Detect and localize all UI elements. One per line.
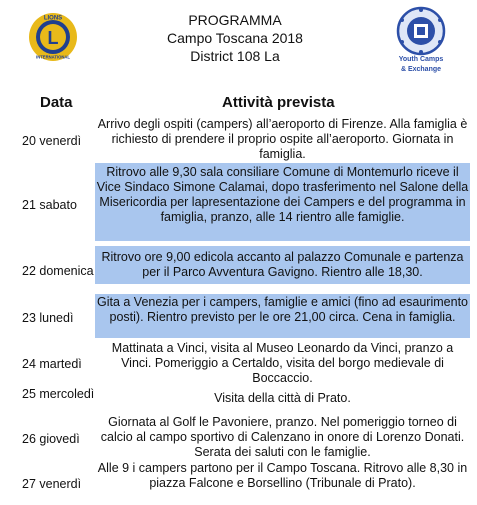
column-header-date: Data	[40, 94, 73, 111]
day-label: 24 martedì	[22, 357, 82, 371]
day-label: 25 mercoledì	[22, 387, 95, 401]
lions-top-text: LIONS	[43, 15, 63, 22]
activity-text: Gita a Venezia per i campers, famiglie e amici (fino ad esaurimento posti). Rientro previsto per le ore 21,00 circa. Cena in famiglia.	[96, 295, 468, 324]
youth-camps-caption-2: & Exchange	[400, 66, 442, 73]
lions-bottom-text: INTERNATIONAL	[36, 54, 70, 60]
column-header-activity: Attività prevista	[222, 94, 335, 111]
activity-text: Ritrovo ore 9,00 edicola accanto al palazzo Comunale e partenza per il Parco Avventura Gavigno. Rientro alle 18,30.	[101, 250, 464, 279]
day-label: 27 venerdì	[22, 477, 82, 491]
activity-text: Arrivo degli ospiti (campers) all’aeroporto di Firenze. Alla famiglia è richiesto di prendere il proprio ospite all’aeroporto. Giornata in famiglia.	[97, 117, 468, 161]
lions-emblem-icon	[28, 12, 78, 62]
program-district: District 108 La	[190, 48, 280, 64]
activity-text: Ritrovo alle 9,30 sala consiliare Comune di Montemurlo riceve il Vice Sindaco Simone Calamai, dopo trasferimento nel Salone della Misericordia per lapresentazione dei Campers e del programma in famiglia, pranzo, alle 14 rientro alle famiglie.	[96, 165, 469, 224]
activity-text: Alle 9 i campers partono per il Campo Toscana. Ritrovo alle 8,30 in piazza Falcone e Borsellino (Tribunale di Prato).	[97, 461, 468, 490]
program-title: PROGRAMMA	[188, 12, 282, 28]
day-label: 21 sabato	[22, 198, 77, 212]
day-label: 20 venerdì	[22, 134, 82, 148]
youth-camps-emblem-icon	[388, 6, 454, 56]
youth-camps-caption-1: Youth Camps	[398, 56, 444, 63]
day-label: 22 domenica	[22, 264, 94, 278]
activity-text: Giornata al Golf le Pavoniere, pranzo. Nel pomeriggio torneo di calcio al campo sportivo di Calenzano in onore di Lorenzo Donati. Serata dei saluti con le famiglie.	[100, 415, 465, 459]
lions-letter: L	[47, 28, 59, 48]
program-subtitle: Campo Toscana 2018	[167, 30, 303, 46]
lions-logo	[28, 12, 78, 62]
activity-text: Visita della città di Prato.	[214, 391, 351, 405]
day-label: 26 giovedì	[22, 432, 80, 446]
youth-camps-logo	[388, 6, 454, 80]
day-label: 23 lunedì	[22, 311, 74, 325]
activity-text: Mattinata a Vinci, visita al Museo Leonardo da Vinci, pranzo a Vinci. Pomeriggio a Certaldo, visita del borgo medievale di Boccaccio.	[111, 341, 454, 385]
